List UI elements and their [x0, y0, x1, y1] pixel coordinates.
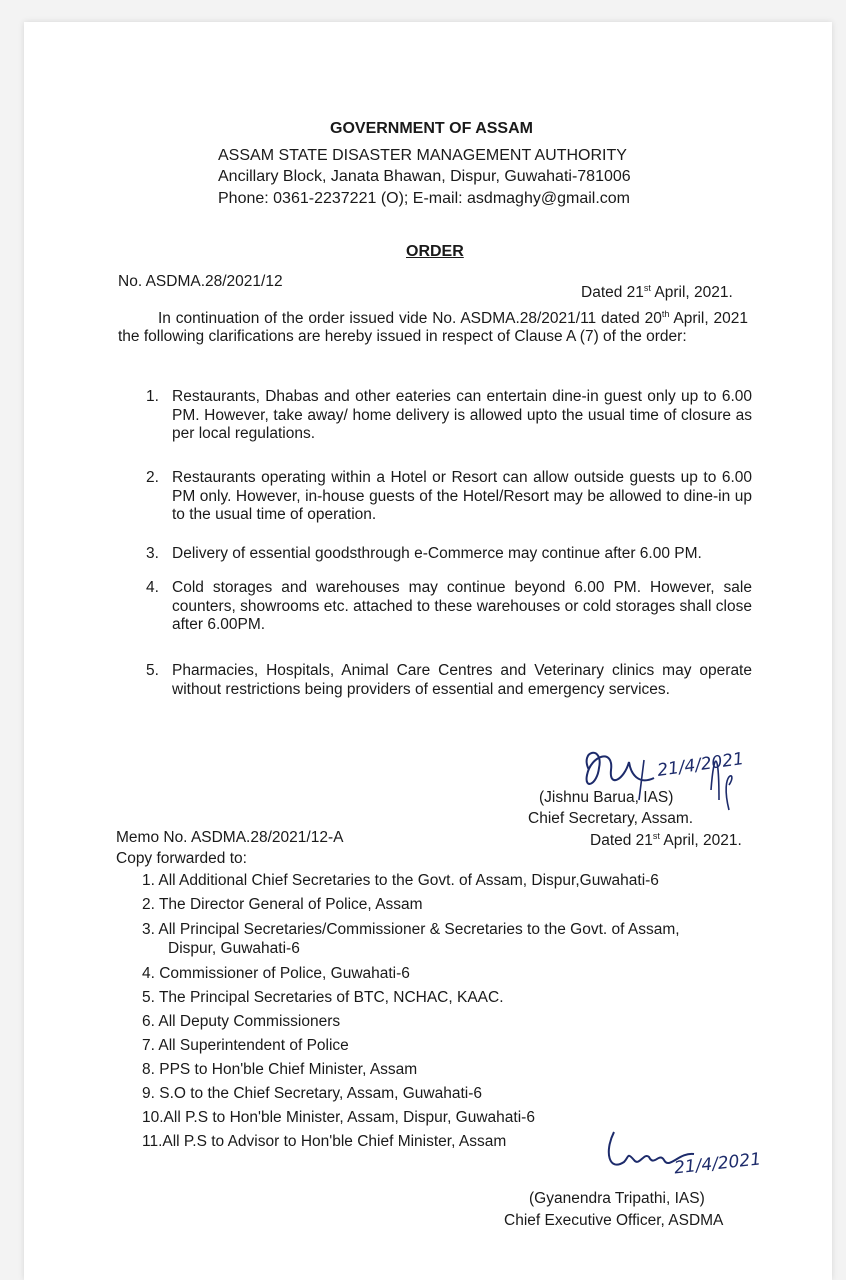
authority-contact: Phone: 0361-2237221 (O); E-mail: asdmaghy@gmail.com: [218, 190, 630, 207]
recipient-item: 5. The Principal Secretaries of BTC, NCHAC, KAAC.: [142, 989, 504, 1006]
signatory2-name: (Gyanendra Tripathi, IAS): [529, 1190, 705, 1207]
chief-secretary-handwritten-date: 21/4/2021: [656, 749, 746, 781]
recipient-item: 1. All Additional Chief Secretaries to the Govt. of Assam, Dispur,Guwahati-6: [142, 872, 659, 889]
order-title: ORDER: [406, 243, 464, 260]
memo-number: Memo No. ASDMA.28/2021/12-A: [116, 829, 344, 846]
recipient-item: 7. All Superintendent of Police: [142, 1037, 349, 1054]
clause-text: Pharmacies, Hospitals, Animal Care Centres and Veterinary clinics may operate without restrictions being providers of essential and emergency services.: [172, 662, 752, 698]
clause-number: 3.: [146, 545, 159, 562]
signatory1-name: (Jishnu Barua, IAS): [539, 789, 674, 806]
clause-text: Restaurants, Dhabas and other eateries can entertain dine-in guest only up to 6.00 PM. However, take away/ home delivery is allowed upto the usual time of closure as per local regulations.: [172, 388, 752, 442]
signatory2-designation: Chief Executive Officer, ASDMA: [504, 1212, 724, 1229]
recipient-item: 2. The Director General of Police, Assam: [142, 896, 423, 913]
order-number: No. ASDMA.28/2021/12: [118, 273, 283, 290]
recipient-item: 4. Commissioner of Police, Guwahati-6: [142, 965, 410, 982]
clause-number: 4.: [146, 579, 159, 596]
order-date: Dated 21st April, 2021.: [581, 283, 733, 301]
clause-text: Restaurants operating within a Hotel or Resort can allow outside guests up to 6.00 PM only. However, in-house guests of the Hotel/Resort may be allowed to dine-in up to the usual time of operation.: [172, 469, 752, 523]
authority-name: ASSAM STATE DISASTER MANAGEMENT AUTHORITY: [218, 147, 627, 164]
recipient-item: 11.All P.S to Advisor to Hon'ble Chief Minister, Assam: [142, 1133, 507, 1150]
recipient-item: 6. All Deputy Commissioners: [142, 1013, 341, 1030]
ceo-handwritten-date: 21/4/2021: [673, 1149, 762, 1179]
document-page: [24, 22, 832, 1280]
memo-date: Dated 21st April, 2021.: [590, 831, 742, 849]
authority-address: Ancillary Block, Janata Bhawan, Dispur, Guwahati-781006: [218, 168, 631, 185]
recipient-item: 8. PPS to Hon'ble Chief Minister, Assam: [142, 1061, 418, 1078]
clause-number: 5.: [146, 662, 159, 679]
recipient-item: 10.All P.S to Hon'ble Minister, Assam, Dispur, Guwahati-6: [142, 1109, 535, 1126]
clause-number: 2.: [146, 469, 159, 486]
recipient-item: 3. All Principal Secretaries/Commissioner & Secretaries to the Govt. of Assam,: [142, 921, 680, 938]
order-intro: In continuation of the order issued vide No. ASDMA.28/2021/11 dated 20th April, 2021 the following clarifications are hereby issued in respect of Clause A (7) of the order:: [118, 309, 748, 345]
signatory1-designation: Chief Secretary, Assam.: [528, 810, 694, 827]
recipient-item: Dispur, Guwahati-6: [168, 940, 300, 957]
clause-text: Cold storages and warehouses may continue beyond 6.00 PM. However, sale counters, showrooms etc. attached to these warehouses or cold storages shall close after 6.00PM.: [172, 579, 752, 633]
recipient-item: 9. S.O to the Chief Secretary, Assam, Guwahati-6: [142, 1085, 483, 1102]
govt-heading: GOVERNMENT OF ASSAM: [330, 120, 533, 137]
clause-number: 1.: [146, 388, 159, 405]
clause-text: Delivery of essential goodsthrough e-Commerce may continue after 6.00 PM.: [172, 545, 702, 562]
copy-forwarded-label: Copy forwarded to:: [116, 850, 247, 867]
